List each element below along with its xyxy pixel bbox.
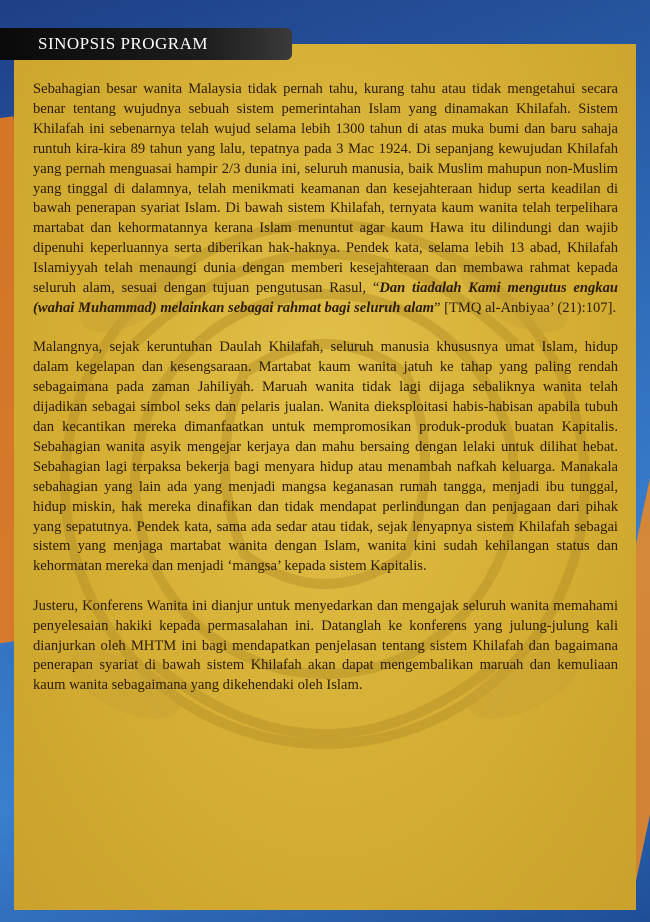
paragraph-2: Malangnya, sejak keruntuhan Daulah Khilafah, seluruh manusia khususnya umat Islam, hidup dalam kegelapan dan kesengsaraan. Martabat kaum wanita jatuh ke tahap yang paling rendah sebagaimana pada zaman Jahiliyah. Maruah wanita tidak lagi dijaga sebaliknya wanita telah dijadikan sebagai simbol seks dan pelaris jualan. Wanita dieksploitasi habis-habisan apabila tubuh dan kecantikan mereka dimanfaatkan untuk mempromosikan produk-produk buatan Kapitalis. Sebahagian wanita asyik mengejar kerjaya dan mahu bersaing dengan lelaki untuk dilihat hebat. Sebahagian lagi terpaksa bekerja bagi menyara hidup atau menambah nafkah keluarga. Manakala sebahagian yang lain ada yang menjadi mangsa keganasan rumah tangga, menjadi ibu tunggal, hidup miskin, hak mereka dinafikan dan tidak mendapat perlindungan dan penjagaan dari pihak yang sepatutnya. Pendek kata, sama ada sedar atau tidak, sejak lenyapnya sistem Khilafah sebagai sistem yang menjaga martabat wanita dengan Islam, wanita kini sudah kehilangan status dan kehormatan mereka dan menjadi ‘mangsa’ kepada sistem Kapitalis. xyxy=(33,339,618,575)
paragraph-1 xyxy=(33,80,618,319)
paragraph-1-text: Sebahagian besar wanita Malaysia tidak pernah tahu, kurang tahu atau tidak mengetahui secara benar tentang wujudnya sebuah sistem pemerintahan Islam yang dinamakan Khilafah. Sistem Khilafah ini sebenarnya telah wujud selama lebih 1300 tahun di atas muka bumi dan baru sahaja runtuh kira-kira 89 tahun yang lalu, tepatnya pada 3 Mac 1924. Di sepanjang kewujudan Khilafah yang pernah menguasai hampir 2/3 dunia ini, seluruh manusia, baik Muslim mahupun non-Muslim yang tinggal di dalamnya, telah menikmati keamanan dan kesejahteraan hidup serta keadilan di bawah penerapan syariat Islam. Di bawah sistem Khilafah, ternyata kaum wanita telah terpelihara martabat dan kehormatannya kerana Islam menuntut agar kaum Hawa itu dilindungi dan wajib dipenuhi keperluannya serta diberikan hak-haknya. Pendek kata, selama lebih 13 abad, Khilafah Islamiyyah telah menaungi dunia dengan memberi kesejahteraan dan membawa rahmat kepada seluruh alam, sesuai dengan tujuan pengutusan Rasul, “ xyxy=(33,81,618,297)
synopsis-body xyxy=(33,80,618,716)
section-title: SINOPSIS PROGRAM xyxy=(38,34,209,53)
quran-reference: ” [TMQ al-Anbiyaa’ (21):107]. xyxy=(434,299,617,316)
quran-quote: Dan tiadalah Kami mengutus engkau (wahai Muhammad) melainkan sebagai rahmat bagi seluruh alam xyxy=(33,280,619,316)
paragraph-3: Justeru, Konferens Wanita ini dianjur untuk menyedarkan dan mengajak seluruh wanita memahami penyelesaian hakiki kepada permasalahan ini. Datanglah ke konferens yang julung-julung kali dianjurkan oleh MHTM ini bagi mendapatkan penjelasan tentang sistem Khilafah dan bagaimana penerapan syariat di bawah sistem Khilafah akan dapat mengembalikan maruah dan kemuliaan kaum wanita sebagaimana yang dikehendaki oleh Islam. xyxy=(33,597,618,694)
